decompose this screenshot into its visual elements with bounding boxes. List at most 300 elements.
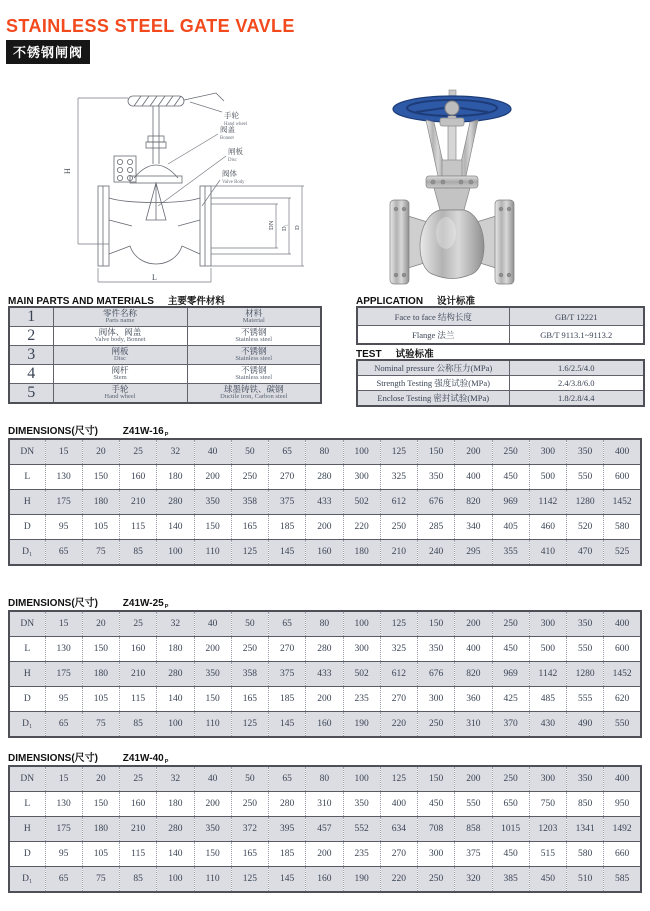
dim-value: 950 — [604, 792, 641, 817]
dim-value: 525 — [604, 540, 641, 566]
dim-value: 1142 — [529, 662, 566, 687]
dim-value: 585 — [604, 867, 641, 893]
dim-value: 110 — [194, 867, 231, 893]
dim-value: 450 — [418, 792, 455, 817]
dim-value: 180 — [82, 662, 119, 687]
dim-value: 375 — [269, 490, 306, 515]
dim-value: 65 — [269, 766, 306, 792]
dim-value: 160 — [120, 792, 157, 817]
dim-row — [9, 490, 641, 515]
dim-value: 210 — [120, 662, 157, 687]
dim-value: 115 — [120, 687, 157, 712]
dim-value: 40 — [194, 766, 231, 792]
dim-value: 300 — [529, 766, 566, 792]
dim-value: 65 — [45, 540, 82, 566]
dim-value: 750 — [529, 792, 566, 817]
dim-value: 250 — [418, 712, 455, 738]
dim-row-label: D₁ — [9, 712, 45, 738]
parts-row — [9, 365, 321, 384]
dim-value: 150 — [418, 611, 455, 637]
dim-value: 433 — [306, 490, 343, 515]
dim-value: 200 — [455, 611, 492, 637]
dim-value: 145 — [269, 540, 306, 566]
part-material: 不锈钢 Stainless steel — [187, 327, 321, 346]
dim-value: 820 — [455, 490, 492, 515]
dim-value: 552 — [343, 817, 380, 842]
dimension-table-z41w-16 — [8, 438, 642, 566]
dim-value: 15 — [45, 611, 82, 637]
parts-table-body — [9, 307, 321, 403]
dim-row — [9, 515, 641, 540]
dim-value: 75 — [82, 867, 119, 893]
dim-value: 550 — [567, 465, 604, 490]
dim-value: 660 — [604, 842, 641, 867]
dim-value: 600 — [604, 637, 641, 662]
dim-value: 80 — [306, 439, 343, 465]
part-material: 材料 Material — [187, 307, 321, 327]
test-table — [356, 359, 645, 407]
dim-row — [9, 712, 641, 738]
dim-value: 520 — [567, 515, 604, 540]
part-no: 5 — [9, 384, 53, 404]
kv-value: GB/T 9113.1~9113.2 — [509, 326, 644, 345]
dim-row-label: H — [9, 662, 45, 687]
dim-value: 130 — [45, 637, 82, 662]
dim-value: 1341 — [567, 817, 604, 842]
dim-value: 510 — [567, 867, 604, 893]
kv-label: Flange 法兰 — [357, 326, 509, 345]
photo-yoke — [426, 116, 478, 176]
dim-value: 210 — [120, 490, 157, 515]
dim-value: 310 — [306, 792, 343, 817]
dim-value: 80 — [306, 766, 343, 792]
dim-value: 250 — [418, 867, 455, 893]
dim-value: 340 — [455, 515, 492, 540]
dim-value: 15 — [45, 766, 82, 792]
dim-value: 400 — [455, 465, 492, 490]
dim-value: 969 — [492, 490, 529, 515]
dim-value: 620 — [604, 687, 641, 712]
parts-row — [9, 307, 321, 327]
dim-value: 969 — [492, 662, 529, 687]
dim-value: 1015 — [492, 817, 529, 842]
dim-value: 50 — [231, 439, 268, 465]
dim-value: 180 — [82, 490, 119, 515]
dim-row-label: H — [9, 817, 45, 842]
dim-value: 165 — [231, 842, 268, 867]
dim-value: 708 — [418, 817, 455, 842]
dim-value: 612 — [380, 662, 417, 687]
dim-value: 555 — [567, 687, 604, 712]
dim-row — [9, 637, 641, 662]
dim-value: 185 — [269, 515, 306, 540]
dim-value: 600 — [604, 465, 641, 490]
dim-value: 450 — [492, 465, 529, 490]
kv-label: Nominal pressure 公称压力(MPa) — [357, 360, 509, 376]
part-no: 1 — [9, 307, 53, 327]
dim-value: 430 — [529, 712, 566, 738]
dim-value: 372 — [231, 817, 268, 842]
dim-value: 425 — [492, 687, 529, 712]
kv-label: Enclose Testing 密封试验(MPa) — [357, 391, 509, 407]
part-name: 阀杆 Stem — [53, 365, 187, 384]
dim-value: 612 — [380, 490, 417, 515]
dim-value: 150 — [418, 439, 455, 465]
dim-value: 250 — [380, 515, 417, 540]
part-material: 不锈钢 Stainless steel — [187, 365, 321, 384]
parts-row — [9, 384, 321, 404]
dim-value: 125 — [231, 712, 268, 738]
dim-value: 40 — [194, 439, 231, 465]
part-label-disc-en: Disc — [228, 158, 237, 163]
dim-value: 115 — [120, 515, 157, 540]
dim-value: 200 — [455, 439, 492, 465]
dim-value: 250 — [231, 465, 268, 490]
dim-value: 400 — [604, 611, 641, 637]
dim-value: 300 — [343, 465, 380, 490]
dim-value: 820 — [455, 662, 492, 687]
dim-row — [9, 540, 641, 566]
dim-value: 110 — [194, 540, 231, 566]
part-name: 零件名称 Parts name — [53, 307, 187, 327]
dim-value: 32 — [157, 766, 194, 792]
application-section-title: APPLICATION 设计标准 — [356, 296, 476, 307]
dim-value: 200 — [306, 687, 343, 712]
dim-value: 360 — [455, 687, 492, 712]
dim-value: 220 — [380, 867, 417, 893]
dim-value: 110 — [194, 712, 231, 738]
dim-value: 634 — [380, 817, 417, 842]
dim-row-label: DN — [9, 439, 45, 465]
dim-row-label: D₁ — [9, 540, 45, 566]
dim-value: 175 — [45, 490, 82, 515]
dim-value: 350 — [194, 490, 231, 515]
parts-row — [9, 346, 321, 365]
dim-value: 105 — [82, 515, 119, 540]
dim-value: 355 — [492, 540, 529, 566]
dim-value: 85 — [120, 540, 157, 566]
dim-value: 100 — [343, 611, 380, 637]
dim-value: 25 — [120, 766, 157, 792]
dim-value: 580 — [604, 515, 641, 540]
dim-value: 140 — [157, 842, 194, 867]
dim-value: 150 — [194, 842, 231, 867]
dim-label-d: D — [294, 225, 301, 230]
dim-value: 160 — [306, 540, 343, 566]
dim-value: 185 — [269, 842, 306, 867]
part-no: 4 — [9, 365, 53, 384]
dim-value: 100 — [157, 540, 194, 566]
dim-value: 130 — [45, 465, 82, 490]
kv-value: 1.8/2.8/4.4 — [509, 391, 644, 407]
part-label-handwheel-en: Hand wheel — [224, 122, 248, 127]
dimension-table-z41w-40 — [8, 765, 642, 893]
dim-value: 410 — [529, 540, 566, 566]
valve-photo — [376, 88, 532, 288]
dim-value: 270 — [269, 465, 306, 490]
dim-row-label: D — [9, 842, 45, 867]
dim-value: 485 — [529, 687, 566, 712]
dim-value: 280 — [306, 465, 343, 490]
dim-value: 385 — [492, 867, 529, 893]
part-label-disc-cn: 闸板 — [228, 147, 243, 156]
dim-value: 40 — [194, 611, 231, 637]
application-table — [356, 306, 645, 345]
dim-value: 100 — [343, 439, 380, 465]
dim-value: 490 — [567, 712, 604, 738]
dim-value: 65 — [45, 712, 82, 738]
dim-value: 125 — [380, 611, 417, 637]
dim-value: 350 — [194, 817, 231, 842]
part-name: 手轮 Hand wheel — [53, 384, 187, 404]
dim-row-label: D — [9, 515, 45, 540]
dim-value: 250 — [231, 637, 268, 662]
drawing-body — [98, 186, 211, 266]
dim-value: 220 — [343, 515, 380, 540]
dim-value: 300 — [418, 687, 455, 712]
dim-value: 550 — [567, 637, 604, 662]
dim-value: 95 — [45, 842, 82, 867]
dim-value: 676 — [418, 490, 455, 515]
dimensions-title-2: DIMENSIONS(尺寸) Z41W-25 P — [8, 598, 169, 610]
part-label-body-cn: 阀体 — [222, 169, 237, 178]
kv-label: Face to face 结构长度 — [357, 307, 509, 326]
dim-value: 320 — [455, 867, 492, 893]
kv-value: GB/T 12221 — [509, 307, 644, 326]
dim-value: 1280 — [567, 490, 604, 515]
dim-value: 1492 — [604, 817, 641, 842]
dim-row — [9, 465, 641, 490]
dim-value: 200 — [455, 766, 492, 792]
dim-value: 460 — [529, 515, 566, 540]
dim-row — [9, 766, 641, 792]
dim-value: 240 — [418, 540, 455, 566]
dim-row — [9, 792, 641, 817]
dim-value: 160 — [306, 712, 343, 738]
dim-value: 75 — [82, 540, 119, 566]
dim-value: 100 — [157, 867, 194, 893]
dim-value: 270 — [269, 637, 306, 662]
dim-value: 1142 — [529, 490, 566, 515]
kv-value: 1.6/2.5/4.0 — [509, 360, 644, 376]
dim-value: 150 — [418, 766, 455, 792]
dim-value: 105 — [82, 687, 119, 712]
dim-value: 210 — [120, 817, 157, 842]
dim-value: 250 — [492, 766, 529, 792]
dim-value: 858 — [455, 817, 492, 842]
model-z41w-16: Z41W-16 P — [122, 426, 169, 438]
dim-value: 300 — [529, 439, 566, 465]
dim-value: 180 — [157, 792, 194, 817]
dim-value: 125 — [231, 867, 268, 893]
dim-value: 210 — [380, 540, 417, 566]
kv-row — [357, 307, 644, 326]
dim-value: 65 — [45, 867, 82, 893]
dim-value: 200 — [194, 465, 231, 490]
part-material: 不锈钢 Stainless steel — [187, 346, 321, 365]
dim-value: 105 — [82, 842, 119, 867]
part-no: 3 — [9, 346, 53, 365]
dim-value: 50 — [231, 766, 268, 792]
dim-label-h: H — [63, 168, 72, 174]
dim-row — [9, 611, 641, 637]
dim-value: 80 — [306, 611, 343, 637]
parts-section-title: MAIN PARTS AND MATERIALS 主要零件材料 — [8, 296, 225, 307]
dim-value: 350 — [567, 766, 604, 792]
dim-value: 50 — [231, 611, 268, 637]
dim-value: 350 — [567, 439, 604, 465]
dim-value: 285 — [418, 515, 455, 540]
dim-value: 200 — [306, 842, 343, 867]
dim-label-dn: DN — [268, 220, 275, 230]
dim-value: 185 — [269, 687, 306, 712]
dim-value: 100 — [343, 766, 380, 792]
dim-value: 850 — [567, 792, 604, 817]
dim-value: 15 — [45, 439, 82, 465]
kv-value: 2.4/3.8/6.0 — [509, 376, 644, 391]
dim-value: 190 — [343, 712, 380, 738]
dim-value: 550 — [604, 712, 641, 738]
dim-value: 250 — [231, 792, 268, 817]
dim-value: 175 — [45, 662, 82, 687]
dimensions-title-3: DIMENSIONS(尺寸) Z41W-40 P — [8, 753, 169, 765]
dim-value: 350 — [418, 637, 455, 662]
dim-row — [9, 439, 641, 465]
dim-value: 165 — [231, 687, 268, 712]
dim-value: 190 — [343, 867, 380, 893]
part-material: 球墨铸铁、碳钢 Ductile iron, Carbon steel — [187, 384, 321, 404]
dim-value: 433 — [306, 662, 343, 687]
dim-value: 650 — [492, 792, 529, 817]
dim-value: 150 — [194, 515, 231, 540]
part-name: 闸板 Disc — [53, 346, 187, 365]
dim-value: 1452 — [604, 490, 641, 515]
dim-value: 200 — [194, 637, 231, 662]
dim-value: 310 — [455, 712, 492, 738]
dim-row-label: L — [9, 637, 45, 662]
dim-value: 300 — [529, 611, 566, 637]
dim-row — [9, 817, 641, 842]
dim-value: 140 — [157, 515, 194, 540]
drawing-stem — [153, 106, 159, 164]
dim-value: 350 — [567, 611, 604, 637]
drawing-gate — [146, 183, 166, 220]
page-title: STAINLESS STEEL GATE VAVLE — [6, 16, 295, 36]
dim-value: 500 — [529, 465, 566, 490]
dim-value: 395 — [269, 817, 306, 842]
dim-value: 502 — [343, 490, 380, 515]
dim-value: 400 — [380, 792, 417, 817]
dim-value: 450 — [492, 842, 529, 867]
dim-value: 220 — [380, 712, 417, 738]
dim-value: 450 — [492, 637, 529, 662]
dim-value: 375 — [269, 662, 306, 687]
dim-value: 280 — [269, 792, 306, 817]
dim-value: 1280 — [567, 662, 604, 687]
part-no: 2 — [9, 327, 53, 346]
dim-value: 65 — [269, 439, 306, 465]
dim-value: 350 — [194, 662, 231, 687]
dim-value: 150 — [194, 687, 231, 712]
dim-value: 200 — [306, 515, 343, 540]
dim-row — [9, 662, 641, 687]
dim-row — [9, 867, 641, 893]
dim-value: 350 — [418, 465, 455, 490]
dim-value: 400 — [455, 637, 492, 662]
dim-value: 235 — [343, 842, 380, 867]
dim-value: 165 — [231, 515, 268, 540]
part-label-bonnet-cn: 阀盖 — [220, 125, 235, 134]
dim-value: 457 — [306, 817, 343, 842]
test-section-title: TEST 试验标准 — [356, 349, 434, 360]
dim-value: 150 — [82, 465, 119, 490]
photo-body — [390, 200, 514, 284]
kv-row — [357, 360, 644, 376]
dim-value: 65 — [269, 611, 306, 637]
dim-value: 280 — [306, 637, 343, 662]
dim-value: 130 — [45, 792, 82, 817]
dim-value: 20 — [82, 766, 119, 792]
dim-value: 1203 — [529, 817, 566, 842]
dim-value: 300 — [343, 637, 380, 662]
dim-row-label: H — [9, 490, 45, 515]
dim-value: 180 — [157, 637, 194, 662]
dimension-table-z41w-25 — [8, 610, 642, 738]
dim-row-label: L — [9, 465, 45, 490]
dim-label-l: L — [152, 273, 157, 282]
dim-value: 85 — [120, 867, 157, 893]
dim-value: 280 — [157, 490, 194, 515]
dim-row-label: D₁ — [9, 867, 45, 893]
model-z41w-40: Z41W-40 P — [122, 753, 169, 765]
page-subtitle-cn: 不锈钢闸阀 — [6, 40, 90, 64]
dim-value: 175 — [45, 817, 82, 842]
dim-value: 145 — [269, 867, 306, 893]
dim-value: 125 — [380, 439, 417, 465]
dim-value: 300 — [418, 842, 455, 867]
dim-value: 115 — [120, 842, 157, 867]
dim-label-d1: D₁ — [281, 224, 288, 231]
dim-value: 125 — [231, 540, 268, 566]
dim-value: 325 — [380, 637, 417, 662]
dim-value: 250 — [492, 439, 529, 465]
dim-value: 20 — [82, 439, 119, 465]
valve-drawing — [50, 86, 328, 294]
dim-value: 400 — [604, 439, 641, 465]
dim-value: 100 — [157, 712, 194, 738]
part-label-body-en: Valve Body — [222, 180, 245, 185]
dim-value: 470 — [567, 540, 604, 566]
dim-value: 25 — [120, 439, 157, 465]
dim-value: 125 — [380, 766, 417, 792]
dim-value: 405 — [492, 515, 529, 540]
dim-value: 160 — [120, 465, 157, 490]
dim-row-label: D — [9, 687, 45, 712]
dim-row — [9, 842, 641, 867]
dim-value: 370 — [492, 712, 529, 738]
dim-value: 145 — [269, 712, 306, 738]
dim-value: 350 — [343, 792, 380, 817]
dim-value: 180 — [157, 465, 194, 490]
dim-value: 95 — [45, 515, 82, 540]
kv-row — [357, 326, 644, 345]
dim-value: 180 — [343, 540, 380, 566]
parts-row — [9, 327, 321, 346]
dim-value: 250 — [492, 611, 529, 637]
dim-value: 295 — [455, 540, 492, 566]
dim-value: 500 — [529, 637, 566, 662]
drawing-handwheel — [128, 93, 224, 106]
